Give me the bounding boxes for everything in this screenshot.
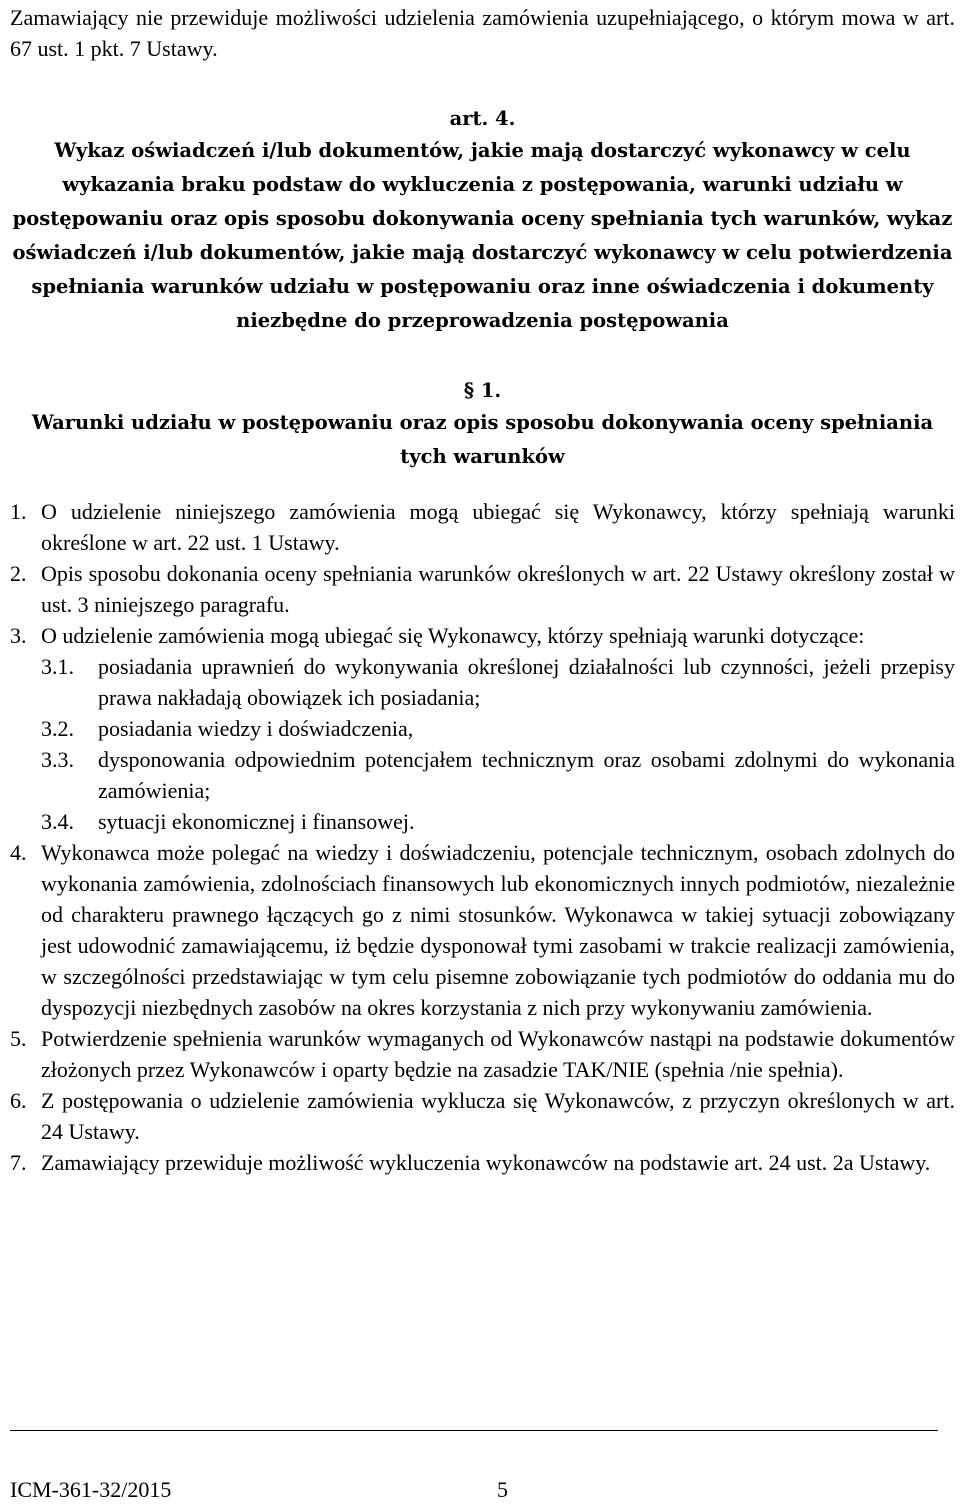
sub-item-number: 3.3. <box>41 747 74 772</box>
list-item-text: Opis sposobu dokonania oceny spełniania warunków określonych w art. 22 Ustawy określony został w ust. 3 niniejszego paragrafu. <box>41 561 955 617</box>
list-item-number: 6. <box>10 1088 27 1113</box>
list-item <box>10 1085 955 1147</box>
list-item-number: 3. <box>10 623 27 648</box>
article-label: art. 4. <box>449 107 516 130</box>
list-item-text: Potwierdzenie spełnienia warunków wymaganych od Wykonawców nastąpi na podstawie dokumentów złożonych przez Wykonawców i oparty będzie na zasadzie TAK/NIE (spełnia /nie spełnia). <box>41 1026 955 1082</box>
sub-item-number: 3.4. <box>41 809 74 834</box>
list-item-number: 5. <box>10 1026 27 1051</box>
sub-item-text: dysponowania odpowiednim potencjałem technicznym oraz osobami zdolnymi do wykonania zamówienia; <box>98 747 955 803</box>
sub-item-text: posiadania uprawnień do wykonywania określonej działalności lub czynności, jeżeli przepisy prawa nakładają obowiązek ich posiadania; <box>98 654 955 710</box>
sub-list-item <box>41 744 955 806</box>
list-item-number: 1. <box>10 499 27 524</box>
sub-item-text: posiadania wiedzy i doświadczenia, <box>98 716 414 741</box>
list-item <box>10 837 955 1023</box>
requirements-list <box>10 496 955 1178</box>
sub-item-number: 3.2. <box>41 716 74 741</box>
sub-list-item <box>41 713 955 744</box>
list-item-number: 7. <box>10 1150 27 1175</box>
footer-divider <box>10 1430 938 1431</box>
list-item <box>10 1147 955 1178</box>
list-item <box>10 1023 955 1085</box>
list-item-text: O udzielenie niniejszego zamówienia mogą ubiegać się Wykonawcy, którzy spełniają warunki określone w art. 22 ust. 1 Ustawy. <box>41 499 955 555</box>
list-item <box>10 620 955 837</box>
list-item-number: 2. <box>10 561 27 586</box>
article-title: Wykaz oświadczeń i/lub dokumentów, jakie mają dostarczyć wykonawcy w celu wykazania braku podstaw do wykluczenia z postępowania, warunki udziału w postępowaniu oraz opis sposobu dokonywania oceny spełniania tych warunków, wykaz oświadczeń i/lub dokumentów, jakie mają dostarczyć wykonawcy w celu potwierdzenia spełniania warunków udziału w postępowaniu oraz inne oświadczenia i dokumenty niezbędne do przeprowadzenia postępowania <box>12 139 953 332</box>
sub-list-item <box>41 651 955 713</box>
list-item-number: 4. <box>10 840 27 865</box>
document-page <box>10 2 955 1178</box>
page-number: 5 <box>497 1477 508 1502</box>
list-item-text: Zamawiający przewiduje możliwość wykluczenia wykonawców na podstawie art. 24 ust. 2a Ustawy. <box>41 1150 931 1175</box>
sub-list <box>41 651 955 837</box>
list-item <box>10 558 955 620</box>
list-item-text: Wykonawca może polegać na wiedzy i doświadczeniu, potencjale technicznym, osobach zdolnych do wykonania zamówienia, zdolnościach finansowych lub ekonomicznych innych podmiotów, niezależnie od charakteru prawnego łączących go z nimi stosunków. Wykonawca w takiej sytuacji zobowiązany jest udowodnić zamawiającemu, iż będzie dysponował tymi zasobami w trakcie realizacji zamówienia, w szczególności przedstawiając w tym celu pisemne zobowiązanie tych podmiotów do oddania mu do dyspozycji niezbędnych zasobów na okres korzystania z nich przy wykonywaniu zamówienia. <box>41 840 955 1020</box>
document-code: ICM-361-32/2015 <box>10 1477 172 1502</box>
list-item <box>10 496 955 558</box>
list-item-text: O udzielenie zamówienia mogą ubiegać się Wykonawcy, którzy spełniają warunki dotyczące: <box>41 623 865 648</box>
sub-item-text: sytuacji ekonomicznej i finansowej. <box>98 809 415 834</box>
intro-paragraph: Zamawiający nie przewiduje możliwości udzielenia zamówienia uzupełniającego, o którym mowa w art. 67 ust. 1 pkt. 7 Ustawy. <box>10 5 955 61</box>
sub-item-number: 3.1. <box>41 654 74 679</box>
section-title: Warunki udziału w postępowaniu oraz opis sposobu dokonywania oceny spełniania tych warunków <box>31 411 934 468</box>
section-label: § 1. <box>463 379 502 402</box>
list-item-text: Z postępowania o udzielenie zamówienia wyklucza się Wykonawców, z przyczyn określonych w art. 24 Ustawy. <box>41 1088 955 1144</box>
sub-list-item <box>41 806 955 837</box>
